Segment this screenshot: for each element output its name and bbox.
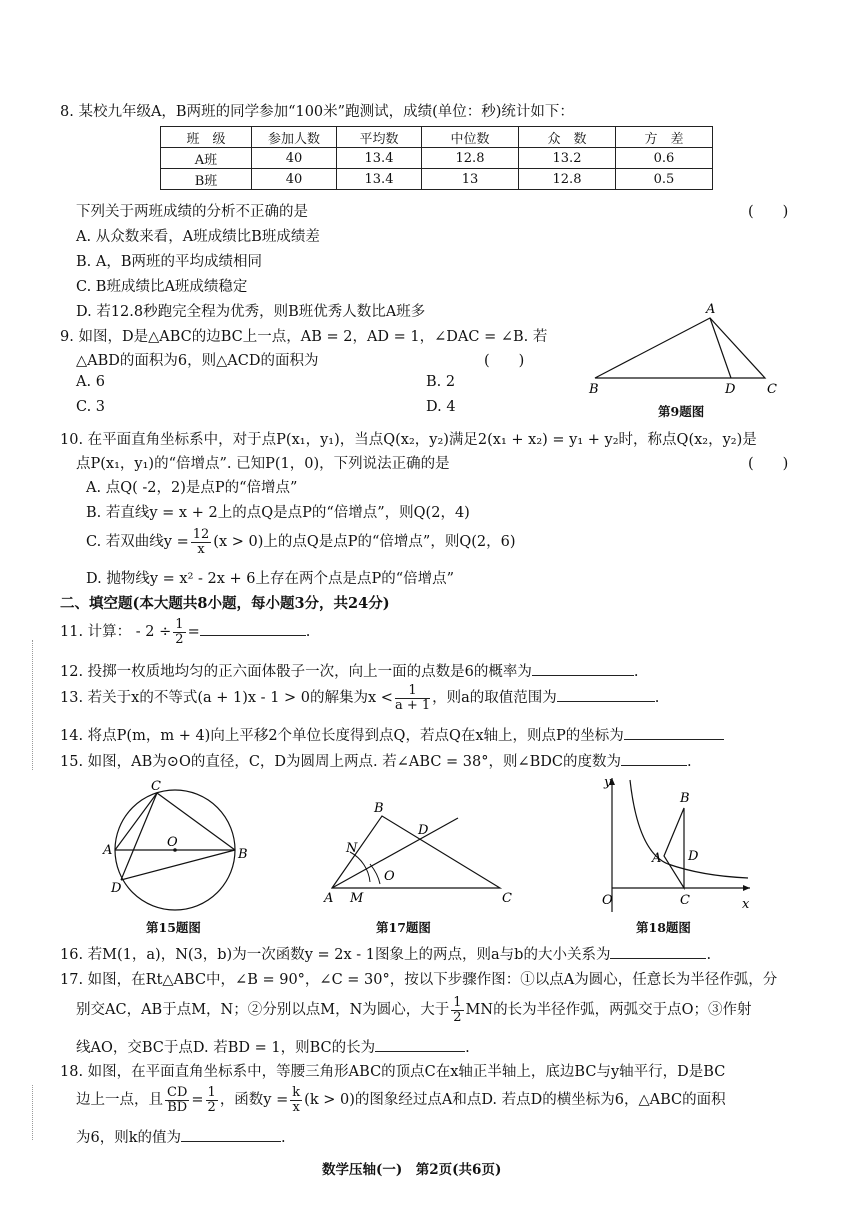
q13: 13. 若关于x的不等式(a + 1)x - 1 > 0的解集为x < $\frac{1}{a + 1}$ ，则a的取值范围为 .: [60, 682, 660, 713]
segment-cd: [121, 793, 157, 880]
fig18-figure: [592, 772, 760, 914]
q18-line3-text: 为6，则k的值为: [76, 1130, 182, 1146]
label-o: O: [384, 869, 395, 884]
q9-answer-paren: ( ): [484, 353, 525, 369]
fraction-num: 1: [395, 684, 430, 699]
table-cell: 13.2: [519, 148, 616, 169]
fraction-num: 1: [207, 1084, 216, 1100]
fraction-den: a + 1: [394, 697, 431, 713]
section-2-heading: 二、填空题(本大题共8小题，每小题3分，共24分): [60, 595, 390, 612]
q9-option-b: B. 2: [426, 374, 456, 390]
q10-option-c: [86, 524, 516, 560]
label-a: A: [706, 302, 716, 317]
table-cell: 13.4: [337, 148, 422, 169]
fraction-den: 2: [207, 1099, 216, 1115]
q10-line2: 点P(x₁，y₁)的“倍增点”. 已知P(1，0)，下列说法正确的是: [76, 456, 450, 472]
q18-line3: 为6，则k的值为 .: [76, 1130, 286, 1146]
label-b: B: [374, 801, 384, 816]
fraction: [173, 618, 185, 647]
table-row: [161, 148, 713, 169]
label-c: C: [680, 893, 690, 908]
table-cell: A班: [161, 148, 252, 169]
fraction-num: 1: [175, 616, 184, 632]
table-cell: 12.8: [519, 169, 616, 190]
table-header: 方 差: [616, 127, 713, 148]
table-cell: B班: [161, 169, 252, 190]
segment-ad: [710, 318, 731, 378]
table-header-row: [161, 127, 713, 148]
fraction: [395, 684, 430, 713]
fraction-den: 2: [453, 1009, 462, 1025]
q10-line1: 10. 在平面直角坐标系中，对于点P(x₁，y₁)，当点Q(x₂，y₂)满足2(x₁ + x₂) = y₁ + y₂时，称点Q(x₂，y₂)是: [60, 432, 757, 448]
q9-line2: △ABD的面积为6，则△ACD的面积为: [76, 353, 319, 369]
q15: 15. 如图，AB为⊙O的直径，C，D为圆周上两点. 若∠ABC = 38°，则∠BDC的度数为 .: [60, 754, 692, 770]
label-b: B: [680, 791, 690, 806]
q18-line2-pre: 边上一点，且: [76, 1092, 163, 1108]
q9-figure: [585, 300, 785, 400]
q8-table: [160, 126, 713, 190]
label-o: O: [167, 835, 178, 850]
q8-option-b: B. A，B两班的平均成绩相同: [76, 254, 262, 270]
q12-text: 12. 投掷一枚质地均匀的正六面体骰子一次，向上一面的点数是6的概率为: [60, 664, 532, 680]
q11-post: =: [187, 624, 200, 640]
table-cell: 40: [252, 169, 337, 190]
fraction-den: 2: [175, 631, 184, 647]
q8-option-d: D. 若12.8秒跑完全程为优秀，则B班优秀人数比A班多: [76, 304, 426, 320]
q9-line1: 9. 如图，D是△ABC的边BC上一点，AB = 2，AD = 1，∠DAC = ∠B. 若: [60, 329, 548, 345]
q17-line2-post: MN的长为半径作弧，两弧交于点O；③作射: [465, 1002, 752, 1018]
q9-option-c: C. 3: [76, 399, 106, 415]
q9-option-d: D. 4: [426, 399, 456, 415]
answer-blank: [621, 765, 687, 766]
page-footer: 数学压轴(一) 第2页(共6页): [322, 1162, 502, 1178]
answer-blank: [557, 701, 655, 702]
fraction-den: x: [292, 1099, 300, 1115]
answer-blank: [181, 1141, 281, 1142]
q15-text: 15. 如图，AB为⊙O的直径，C，D为圆周上两点. 若∠ABC = 38°，则∠BDC的度数为: [60, 754, 622, 770]
q10-option-c-pre: C. 若双曲线y =: [86, 534, 189, 550]
triangle-abc: [664, 808, 684, 888]
q17-line1: 17. 如图，在Rt△ABC中，∠B = 90°，∠C = 30°，按以下步骤作图：①以点A为圆心，任意长为半径作弧，分: [60, 972, 778, 988]
fig17-caption: 第17题图: [376, 920, 431, 935]
table-header: 平均数: [337, 127, 422, 148]
q13-post: ，则a的取值范围为: [432, 690, 557, 706]
label-d: D: [725, 382, 736, 397]
label-o: O: [602, 893, 613, 908]
q8-option-c: C. B班成绩比A班成绩稳定: [76, 279, 248, 295]
fraction-num: 1: [453, 994, 462, 1010]
q9-option-a: A. 6: [76, 374, 105, 390]
q12: 12. 投掷一枚质地均匀的正六面体骰子一次，向上一面的点数是6的概率为 .: [60, 664, 639, 680]
answer-blank: [624, 739, 724, 740]
fig15-caption: 第15题图: [146, 920, 201, 935]
x-axis-arrow: [743, 885, 750, 891]
q10-option-c-post: (x > 0)上的点Q是点P的“倍增点”，则Q(2，6): [213, 534, 516, 550]
label-b: B: [238, 847, 248, 862]
fraction-den: x: [197, 541, 205, 557]
q8-answer-paren: ( ): [748, 204, 789, 220]
q14: [60, 724, 724, 745]
q9-caption: 第9题图: [658, 404, 705, 419]
table-header: 中位数: [422, 127, 519, 148]
label-d: D: [688, 849, 699, 864]
label-d: D: [111, 881, 122, 896]
fig18-caption: 第18题图: [636, 920, 691, 935]
fraction-num: k: [292, 1084, 301, 1100]
q10-answer-paren: ( ): [748, 456, 789, 472]
label-n: N: [346, 841, 358, 856]
answer-blank: [532, 675, 634, 676]
label-a: A: [652, 851, 662, 866]
table-cell: 12.8: [422, 148, 519, 169]
table-cell: 40: [252, 148, 337, 169]
q8-stem: 8. 某校九年级A，B两班的同学参加“100米”跑测试，成绩(单位：秒)统计如下：: [60, 104, 574, 120]
label-d: D: [418, 823, 429, 838]
q8-question: 下列关于两班成绩的分析不正确的是: [76, 204, 308, 220]
table-header: 众 数: [519, 127, 616, 148]
q8-option-a: A. 从众数来看，A班成绩比B班成绩差: [76, 229, 320, 245]
fraction-num: CD: [167, 1084, 188, 1100]
q18-line2: [76, 1082, 726, 1118]
q17-line3: 线AO，交BC于点D. 若BD = 1，则BC的长为 .: [76, 1040, 470, 1056]
fraction: [191, 528, 212, 557]
fraction: [206, 1086, 218, 1115]
binding-margin: [32, 640, 34, 770]
table-cell: 13: [422, 169, 519, 190]
q18-line2-post: (k > 0)的图象经过点A和点D. 若点D的横坐标为6，△ABC的面积: [304, 1092, 726, 1108]
fraction: [165, 1086, 189, 1115]
table-cell: 0.5: [616, 169, 713, 190]
label-a: A: [324, 891, 334, 906]
q10-option-d: D. 抛物线y = x² - 2x + 6上存在两个点是点P的“倍增点”: [86, 571, 455, 587]
q13-pre: 13. 若关于x的不等式(a + 1)x - 1 > 0的解集为x <: [60, 690, 393, 706]
fig15-figure: [95, 778, 260, 913]
label-a: A: [103, 843, 113, 858]
q11-pre: 11. 计算： - 2 ÷: [60, 624, 172, 640]
q18-line1: 18. 如图，在平面直角坐标系中，等腰三角形ABC的顶点C在x轴正半轴上，底边BC与y轴平行，D是BC: [60, 1064, 726, 1080]
q17-line3-text: 线AO，交BC于点D. 若BD = 1，则BC的长为: [76, 1040, 376, 1056]
construction-arc-small: [370, 864, 380, 884]
q14-text: 14. 将点P(m，m + 4)向上平移2个单位长度得到点Q，若点Q在x轴上，则点P的坐标为: [60, 728, 624, 744]
q16-text: 16. 若M(1，a)，N(3，b)为一次函数y = 2x - 1图象上的两点，则a与b的大小关系为: [60, 947, 611, 963]
segment-db: [121, 850, 235, 880]
fraction-num: 12: [192, 526, 210, 542]
q10-option-a: A. 点Q( -2，2)是点P的“倍增点”: [86, 480, 298, 496]
fraction: [451, 996, 463, 1025]
label-c: C: [151, 779, 161, 794]
q11: 11. 计算： - 2 ÷ $\frac{1}{2}$ = .: [60, 616, 311, 647]
q18-line2-mid: ，函数y =: [219, 1092, 289, 1108]
label-x: x: [742, 897, 750, 912]
answer-blank: [200, 635, 306, 636]
q17-line2: [76, 992, 751, 1028]
answer-blank: [375, 1051, 465, 1052]
label-c: C: [767, 382, 777, 397]
triangle-abc: [595, 318, 765, 378]
label-y: y: [604, 775, 612, 790]
table-header: 参加人数: [252, 127, 337, 148]
q16: 16. 若M(1，a)，N(3，b)为一次函数y = 2x - 1图象上的两点，则a与b的大小关系为 .: [60, 947, 712, 963]
table-cell: 13.4: [337, 169, 422, 190]
label-b: B: [589, 382, 599, 397]
answer-blank: [610, 958, 706, 959]
label-c: C: [502, 891, 512, 906]
fraction-den: BD: [167, 1099, 188, 1115]
construction-arc: [350, 852, 370, 882]
binding-margin-lower: [32, 1085, 34, 1140]
table-cell: 0.6: [616, 148, 713, 169]
table-header: 班 级: [161, 127, 252, 148]
q18-line2-eq: =: [191, 1092, 204, 1108]
q10-option-b: B. 若直线y = x + 2上的点Q是点P的“倍增点”，则Q(2，4): [86, 505, 470, 521]
segment-ca: [115, 793, 157, 850]
fig17-figure: [318, 798, 528, 908]
q17-line2-pre: 别交AC，AB于点M，N；②分别以点M，N为圆心，大于: [76, 1002, 450, 1018]
table-row: [161, 169, 713, 190]
label-m: M: [350, 891, 364, 906]
fraction: [290, 1086, 302, 1115]
